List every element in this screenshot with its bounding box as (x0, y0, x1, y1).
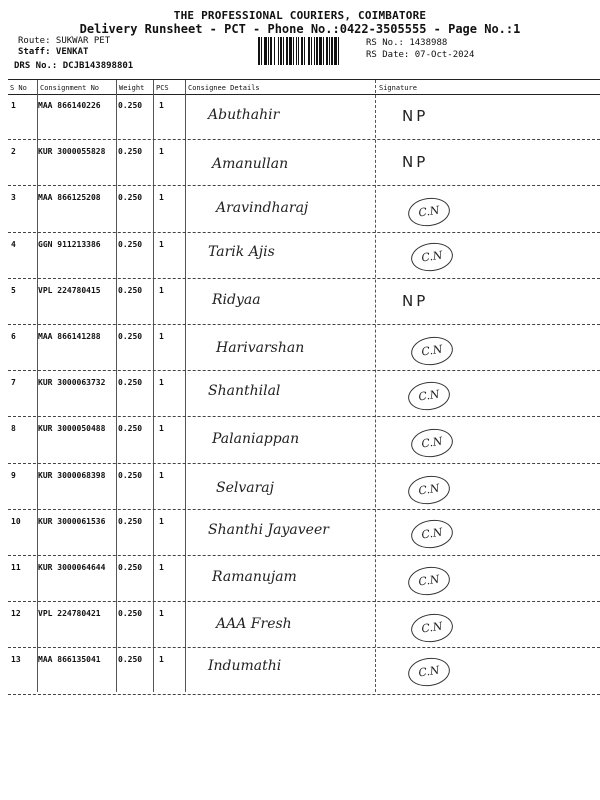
row-signature-np: NP (402, 107, 429, 125)
row-consignee-handwriting: Tarik Ajis (208, 243, 275, 260)
row-consignee-handwriting: Shanthi Jayaveer (208, 521, 329, 538)
row-separator (8, 324, 600, 325)
row-weight: 0.250 (118, 563, 143, 572)
table-top-border (8, 79, 600, 80)
row-pcs: 1 (159, 193, 164, 203)
row-separator (8, 601, 600, 602)
row-sno: 13 (11, 655, 21, 665)
row-separator (8, 139, 600, 140)
row-weight: 0.250 (118, 378, 143, 388)
row-consignee-handwriting: Ramanujam (212, 569, 297, 585)
row-weight: 0.250 (118, 285, 143, 295)
row-signature-cn-stamp: C.N (406, 655, 451, 689)
row-consignee-handwriting: Selvaraj (216, 479, 274, 496)
row-separator (8, 416, 600, 417)
row-weight: 0.250 (118, 101, 143, 110)
row-pcs: 1 (159, 516, 164, 526)
row-separator (8, 232, 600, 233)
row-weight: 0.250 (118, 609, 143, 619)
row-pcs: 1 (159, 424, 164, 434)
row-pcs: 1 (159, 147, 164, 157)
row-sno: 10 (11, 516, 21, 526)
col-divider (153, 80, 154, 692)
th-signature: Signature (379, 84, 417, 92)
row-consignee-handwriting: Harivarshan (216, 340, 305, 356)
row-sno: 6 (11, 332, 16, 341)
header-bottom-border (8, 94, 600, 95)
row-consignee-handwriting: Palaniappan (212, 431, 300, 448)
row-sno: 3 (11, 193, 16, 203)
row-pcs: 1 (159, 239, 164, 249)
row-consignment-no: VPL 224780421 (38, 609, 101, 619)
row-separator (8, 463, 600, 464)
row-signature-cn-stamp: C.N (409, 611, 454, 645)
row-weight: 0.250 (118, 655, 143, 665)
row-signature-cn-stamp: C.N (406, 379, 451, 413)
col-divider (185, 80, 186, 692)
row-weight: 0.250 (118, 470, 143, 480)
row-consignment-no: VPL 224780415 (38, 285, 101, 295)
row-separator (8, 509, 600, 510)
row-consignment-no: KUR 3000061536 (38, 516, 106, 526)
row-separator (8, 370, 600, 371)
row-signature-cn-stamp: C.N (409, 426, 454, 460)
th-pcs: PCS (156, 84, 169, 92)
row-consignment-no: KUR 3000055828 (38, 147, 106, 157)
row-sno: 4 (11, 239, 16, 249)
row-consignee-handwriting: Ridyaa (212, 291, 261, 308)
row-separator (8, 185, 600, 186)
row-signature-cn-stamp: C.N (406, 195, 451, 229)
rs-number: RS No.: 1438988 (366, 38, 448, 48)
row-signature-np: NP (402, 153, 429, 172)
row-sno: 1 (11, 101, 16, 110)
row-weight: 0.250 (118, 147, 143, 157)
row-sno: 11 (11, 563, 21, 572)
row-signature-cn-stamp: C.N (409, 240, 454, 274)
row-consignment-no: MAA 866125208 (38, 193, 101, 203)
row-weight: 0.250 (118, 193, 143, 203)
row-separator (8, 647, 600, 648)
row-consignment-no: KUR 3000064644 (38, 563, 106, 572)
row-consignee-handwriting: Amanullan (212, 156, 289, 173)
row-sno: 12 (11, 609, 21, 619)
row-separator (8, 278, 600, 279)
row-consignment-no: KUR 3000050488 (38, 424, 106, 434)
row-weight: 0.250 (118, 332, 143, 341)
row-weight: 0.250 (118, 516, 143, 526)
rs-date: RS Date: 07-Oct-2024 (366, 50, 475, 60)
barcode-bar (339, 37, 341, 65)
barcode (258, 37, 360, 65)
row-consignment-no: KUR 3000068398 (38, 470, 106, 480)
staff-label: Staff: VENKAT (18, 47, 89, 57)
row-separator (8, 694, 600, 695)
col-divider (116, 80, 117, 692)
col-divider (375, 80, 376, 692)
row-consignment-no: KUR 3000063732 (38, 378, 106, 388)
row-pcs: 1 (159, 655, 164, 665)
drs-number: DRS No.: DCJB143898801 (14, 61, 134, 71)
row-consignment-no: MAA 866141288 (38, 332, 101, 341)
row-consignee-handwriting: Shanthilal (208, 383, 281, 400)
row-consignment-no: MAA 866140226 (38, 101, 101, 110)
row-weight: 0.250 (118, 239, 143, 249)
row-signature-cn-stamp: C.N (406, 564, 451, 598)
th-consignment: Consignment No (40, 84, 100, 92)
row-sno: 2 (11, 147, 16, 157)
row-consignment-no: GGN 911213386 (38, 239, 101, 249)
row-pcs: 1 (159, 101, 164, 110)
company-title: THE PROFESSIONAL COURIERS, COIMBATORE (173, 9, 427, 22)
row-consignee-handwriting: AAA Fresh (216, 616, 292, 633)
th-consignee: Consignee Details (188, 84, 260, 92)
row-sno: 8 (11, 424, 16, 434)
row-consignee-handwriting: Indumathi (208, 658, 282, 675)
runsheet-title: Delivery Runsheet - PCT - Phone No.:0422-3505555 - Page No.:1 (79, 22, 521, 36)
row-signature-cn-stamp: C.N (406, 473, 451, 507)
route-label: Route: SUKWAR PET (18, 36, 111, 46)
row-consignee-handwriting: Abuthahir (208, 107, 280, 123)
row-sno: 5 (11, 285, 16, 295)
row-weight: 0.250 (118, 424, 143, 434)
th-sno: S No (10, 84, 27, 92)
row-pcs: 1 (159, 609, 164, 619)
row-separator (8, 555, 600, 556)
row-pcs: 1 (159, 378, 164, 388)
row-pcs: 1 (159, 285, 164, 295)
row-signature-cn-stamp: C.N (409, 334, 454, 368)
row-pcs: 1 (159, 470, 164, 480)
row-consignment-no: MAA 866135041 (38, 655, 101, 665)
row-sno: 7 (11, 378, 16, 388)
row-signature-np: NP (402, 291, 429, 310)
row-pcs: 1 (159, 563, 164, 572)
row-sno: 9 (11, 470, 16, 480)
th-weight: Weight (119, 84, 145, 92)
row-pcs: 1 (159, 332, 164, 341)
row-signature-cn-stamp: C.N (409, 518, 454, 552)
row-consignee-handwriting: Aravindharaj (216, 200, 309, 217)
